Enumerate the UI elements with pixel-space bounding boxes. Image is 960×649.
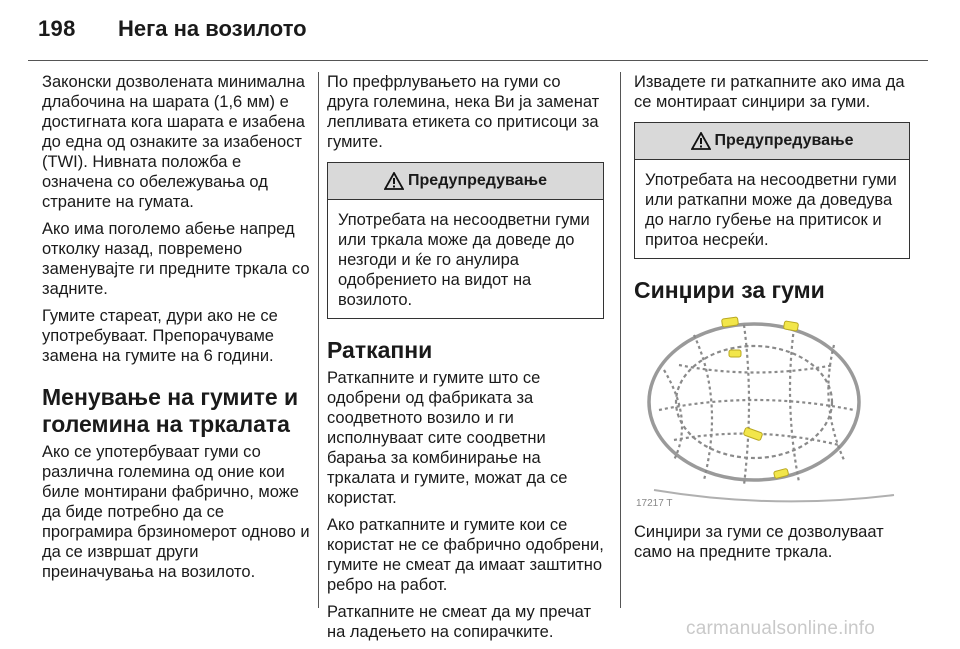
tire-chain-figure: [634, 310, 904, 510]
snow-chain-illustration: [634, 310, 904, 510]
column-divider: [620, 72, 621, 608]
column-1: [42, 72, 312, 589]
paragraph: Раткапните не смеат да му пречат на ладењето на сопирачките.: [327, 603, 592, 641]
paragraph: Раткапните и гумите што се одобрени од фабриката за соодветното возило и ги исполнуваат сите соодветни барања за комбинирање на тркалата и гумите, можат да се користат.: [327, 369, 568, 507]
warning-box: [634, 122, 910, 259]
warning-header: [328, 163, 603, 200]
paragraph: По префрлувањето на гуми со друга големина, нека Ви ја заменат лепливата етикета со притисоци за гумите.: [327, 73, 600, 151]
warning-body: [635, 160, 909, 258]
paragraph: Законски дозволената минимална длабочина на шарата (1,6 мм) е достигната кога шарата е изабена до една од ознаките за изабеност (TWI). Нивната положба е означена со обележувања од страните на гумата.: [42, 73, 305, 211]
section-heading: Синџири за гуми: [634, 277, 825, 303]
header-divider: [28, 60, 928, 61]
column-divider: [318, 72, 319, 608]
watermark: carmanualsonline.info: [686, 618, 876, 639]
paragraph: Синџири за гуми се дозволуваат само на предните тркала.: [634, 523, 884, 561]
warning-text: Употребата на несоодветни гуми или раткапни може да доведува до нагло губење на притисок и притоа несреќи.: [645, 171, 897, 249]
paragraph: Ако раткапните и гумите кои се користат не се фабрично одобрени, гумите не смеат да имаат заштитно ребро на работ.: [327, 516, 604, 594]
page-title: Нега на возилото: [118, 16, 307, 41]
warning-header: [635, 123, 909, 160]
warning-body: [328, 200, 603, 318]
section-heading: Раткапни: [327, 337, 433, 363]
warning-text: Употребата на несоодветни гуми или тркала може да доведе до незгоди и ќе го анулира одобрението на видот на возилото.: [338, 211, 590, 309]
paragraph: Гумите стареат, дури ако не се употребуваат. Препорачуваме замена на гумите на 6 години.: [42, 307, 278, 365]
page-header: [0, 0, 960, 62]
warning-triangle-icon: [384, 172, 404, 190]
column-3: [634, 72, 910, 569]
paragraph: Ако има поголемо абење напред отколку назад, повремено заменувајте ги предните тркала со задните.: [42, 220, 310, 298]
warning-title: Предупредување: [714, 132, 854, 149]
section-heading: Менување на гумите и големина на тркалата: [42, 384, 299, 437]
page-number: 198: [38, 16, 76, 41]
figure-label: 17217 T: [636, 498, 673, 509]
paragraph: Извадете ги раткапните ако има да се монтираат синџири за гуми.: [634, 73, 905, 111]
column-2: [327, 72, 604, 649]
warning-triangle-icon: [691, 132, 711, 150]
paragraph: Ако се употербуваат гуми со различна големина од оние кои биле монтирани фабрично, може да биде потребно да се програмира брзиномерот одново и да се извршат други преиначувања на возилото.: [42, 443, 310, 581]
warning-box: [327, 162, 604, 319]
warning-title: Предупредување: [408, 172, 547, 189]
